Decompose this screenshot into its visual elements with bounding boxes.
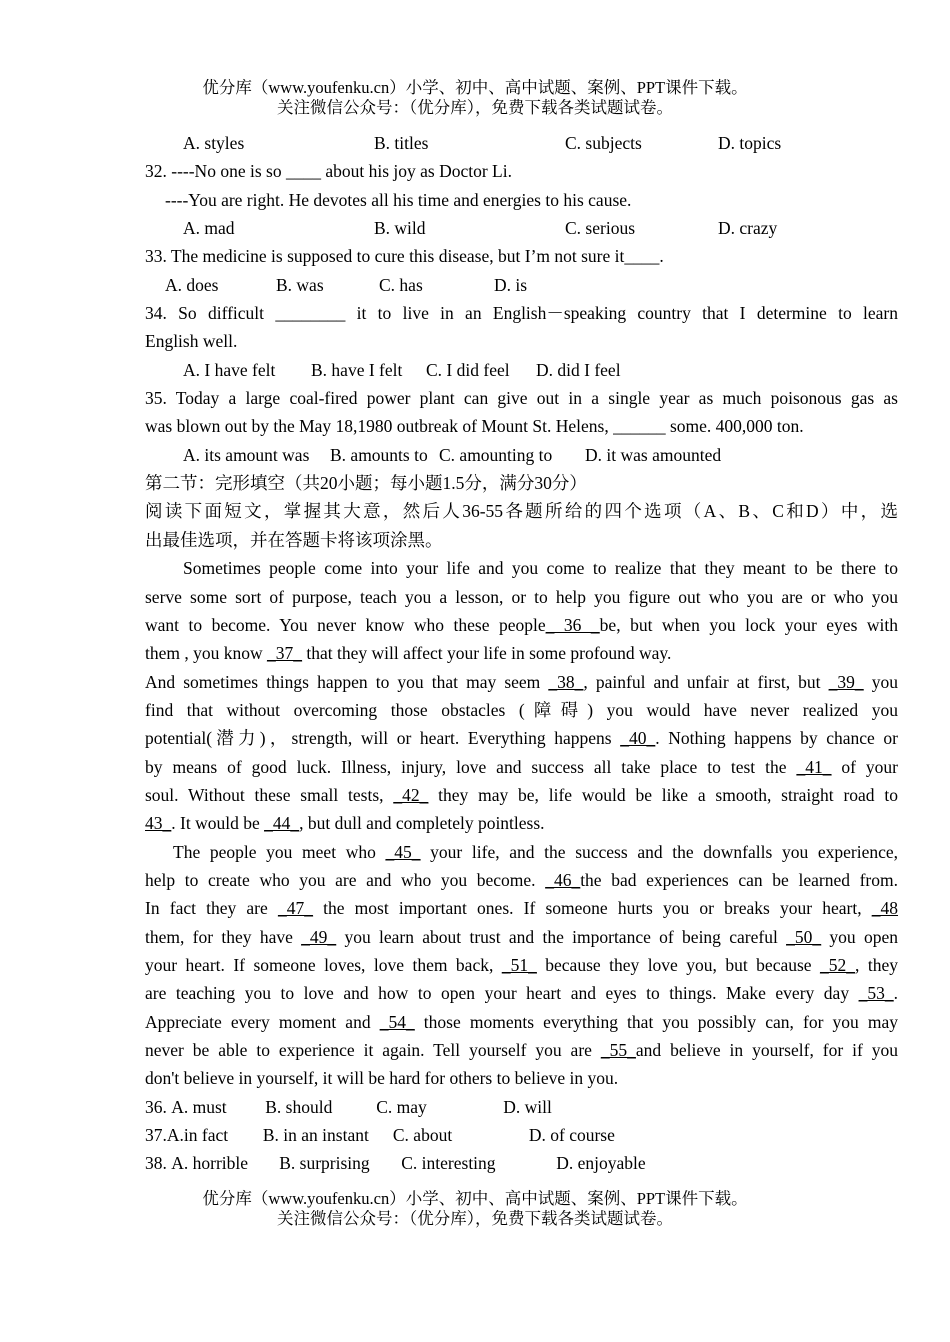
q35-stem-line-2: was blown out by the May 18,1980 outbreak of Mount St. Helens, ______ some. 400,000 ton.: [145, 416, 804, 437]
q32-option-c: C. serious: [565, 218, 635, 239]
blank-43: 43_: [145, 813, 172, 834]
q37-option-b: B. in an instant: [262, 1125, 369, 1146]
p3-line-9: don't believe in yourself, it will be hard for others to believe in you.: [145, 1068, 619, 1089]
q34-options: [145, 356, 898, 384]
p3-line-7-text-a: Appreciate every moment and: [145, 1011, 380, 1032]
q37-option-c: C. about: [392, 1125, 453, 1146]
blank-47: _47_: [277, 898, 313, 919]
q31-options: [145, 129, 898, 157]
p2-line-5-text-b: they may be, life would be like a smooth, straight road to: [428, 784, 898, 805]
p2-line-1-text-c: you: [863, 671, 898, 692]
p2-line-6-text-a: . It would be: [171, 813, 265, 834]
header-line-1: 优分库（www.youfenku.cn）小学、初中、高中试题、案例、PPT课件下载。: [202, 78, 748, 97]
p1-line-1: Sometimes people come into your life and you come to realize that they meant to be there to: [183, 558, 898, 579]
p3-line-8-text-a: never be able to experience it again. Tell yourself you are: [145, 1040, 601, 1060]
q34-option-d: D. did I feel: [536, 359, 621, 380]
q38-option-b: B. surprising: [279, 1153, 370, 1174]
p3-line-7: [145, 1008, 898, 1036]
q32-options: [145, 214, 898, 242]
q36-number: 36.: [145, 1096, 167, 1117]
p1-line-3: [145, 611, 898, 639]
q38-row: [145, 1149, 898, 1177]
blank-52: _52_: [820, 954, 856, 975]
p3-line-7-text-b: those moments everything that you possibly can, for you may: [414, 1011, 898, 1032]
q32-option-a: A. mad: [183, 218, 235, 239]
p2-line-6: [145, 809, 898, 837]
footer-line-1: 优分库（www.youfenku.cn）小学、初中、高中试题、案例、PPT课件下载。: [202, 1189, 748, 1208]
blank-36: _ 36 _: [545, 614, 600, 635]
blank-38: _38_: [548, 671, 584, 692]
blank-55: _55_: [600, 1040, 636, 1060]
q32-option-b: B. wild: [374, 218, 426, 239]
q36-option-d: D. will: [503, 1096, 552, 1117]
p3-line-3: [145, 894, 898, 922]
q35-option-a: A. its amount was: [183, 444, 310, 465]
p3-line-5-text-c: , they: [855, 954, 898, 975]
blank-42: _42_: [393, 784, 429, 805]
p2-line-4-text-a: by means of good luck. Illness, injury, love and success all take place to test the: [145, 756, 797, 777]
q36-option-a: A. must: [171, 1096, 227, 1117]
q38-option-c: C. interesting: [401, 1153, 496, 1174]
q37-option-d: D. of course: [528, 1125, 615, 1146]
p3-line-4-text-c: you open: [821, 926, 898, 947]
p3-line-3-text-b: the most important ones. If someone hurts you or breaks your heart,: [312, 898, 872, 919]
p3-line-5: [145, 951, 898, 979]
footer-line-2: 关注微信公众号：（优分库），免费下载各类试题试卷。: [277, 1209, 673, 1228]
blank-53: _53_: [858, 983, 894, 1004]
q32-reply: ----You are right. He devotes all his time and energies to his cause.: [165, 189, 632, 210]
q38-option-a: A. horrible: [171, 1153, 249, 1174]
q37-number: 37.: [145, 1125, 167, 1146]
p2-line-2: find that without overcoming those obstacles (障碍) you would have never realized you: [145, 699, 898, 720]
p3-line-6: [145, 979, 898, 1007]
p1-line-3-text-a: want to become. You never know who these people: [145, 614, 546, 635]
p3-line-8-text-b: and believe in yourself, for if you: [635, 1040, 898, 1060]
p3-line-1: [145, 838, 898, 866]
q37-row: [145, 1121, 898, 1149]
p2-line-4: [145, 753, 898, 781]
q35-options: [145, 441, 898, 469]
q34-option-c: C. I did feel: [426, 359, 510, 380]
q33-option-d: D. is: [494, 274, 528, 295]
q31-option-a: A. styles: [183, 133, 245, 153]
p1-line-4-text-a: them , you know: [145, 643, 268, 664]
q33-option-a: A. does: [165, 274, 219, 295]
p2-line-6-text-b: , but dull and completely pointless.: [299, 813, 545, 834]
q36-option-b: B. should: [265, 1096, 333, 1117]
p2-line-1-text-a: And sometimes things happen to you that may seem: [145, 671, 549, 692]
q35-stem-line-1: 35. Today a large coal-fired power plant can give out in a single year as much poisonous gas as: [145, 388, 898, 409]
p3-line-3-text-a: In fact they are: [145, 898, 278, 919]
p1-line-3-text-b: be, but when you lock your eyes with: [599, 614, 899, 635]
p2-line-5: [145, 781, 898, 809]
q33-option-b: B. was: [276, 274, 324, 295]
exam-content: [145, 129, 898, 1178]
q35-option-b: B. amounts to: [330, 444, 428, 465]
q34-option-a: A. I have felt: [183, 359, 276, 380]
p3-line-2-text-b: the bad experiences can be learned from.: [580, 869, 898, 890]
p1-line-4: [145, 639, 898, 667]
p3-line-8: [145, 1036, 898, 1064]
p3-line-5-text-b: because they love you, but because: [536, 954, 821, 975]
p1-line-4-text-b: that they will affect your life in some profound way.: [302, 643, 672, 664]
p3-line-2: [145, 866, 898, 894]
q33-option-c: C. has: [379, 274, 423, 295]
blank-44: _44_: [264, 813, 300, 834]
p2-line-1: [145, 668, 898, 696]
blank-37: _37_: [267, 643, 303, 664]
q34-stem-line-1: 34. So difficult ________ it to live in an English－speaking country that I determine to learn: [145, 303, 898, 324]
blank-49: _49_: [301, 926, 337, 947]
p2-line-5-text-a: soul. Without these small tests,: [145, 784, 394, 805]
q31-option-b: B. titles: [374, 133, 429, 153]
p2-line-1-text-b: , painful and unfair at first, but: [583, 671, 829, 692]
q33-options: [145, 271, 898, 299]
blank-48: _48: [871, 898, 899, 919]
blank-40: _40_: [620, 728, 656, 749]
q36-row: [145, 1093, 898, 1121]
q32-option-d: D. crazy: [718, 218, 778, 239]
blank-50: _50_: [786, 926, 822, 947]
q33-stem: 33. The medicine is supposed to cure this disease, but I’m not sure it____.: [145, 246, 664, 267]
q34-stem-line-2: English well.: [145, 331, 238, 352]
p3-line-1-text-a: The people you meet who: [173, 841, 386, 862]
blank-39: _39_: [828, 671, 864, 692]
blank-41: _41_: [796, 756, 832, 777]
p2-line-4-text-b: of your: [831, 756, 899, 777]
p2-line-3-text-a: potential(潜力)，strength, will or heart. Everything happens: [145, 728, 621, 749]
q37-option-a: A.in fact: [166, 1125, 229, 1146]
p3-line-5-text-a: your heart. If someone loves, love them back,: [145, 954, 502, 975]
q32-stem: 32. ----No one is so ____ about his joy as Doctor Li.: [145, 161, 512, 182]
q35-option-c: C. amounting to: [439, 444, 553, 465]
section2-title: 第二节：完形填空（共20小题；每小题1.5分，满分30分）: [145, 473, 587, 494]
page-header: [0, 78, 950, 118]
q35-option-d: D. it was amounted: [585, 444, 722, 465]
q38-option-d: D. enjoyable: [556, 1153, 646, 1174]
q31-option-d: D. topics: [718, 133, 782, 153]
p1-line-2: serve some sort of purpose, teach you a lesson, or to help you figure out who you are or who you: [145, 586, 898, 607]
header-line-2: 关注微信公众号：（优分库），免费下载各类试题试卷。: [277, 98, 673, 117]
q34-option-b: B. have I felt: [311, 359, 403, 380]
q36-option-c: C. may: [376, 1096, 427, 1117]
p3-line-6-text-a: are teaching you to love and how to open your heart and eyes to things. Make every day: [145, 983, 859, 1004]
blank-54: _54_: [379, 1011, 415, 1032]
q31-option-c: C. subjects: [565, 133, 642, 153]
q38-number: 38.: [145, 1153, 167, 1174]
blank-45: _45_: [385, 841, 421, 862]
section2-instruction-line-1: 阅读下面短文，掌握其大意，然后人36-55各题所给的四个选项（A、B、C和D）中，选: [145, 501, 898, 522]
p3-line-4-text-a: them, for they have: [145, 926, 302, 947]
p3-line-4: [145, 923, 898, 951]
p2-line-3: [145, 724, 898, 752]
page-footer: [0, 1189, 950, 1229]
blank-46: _46_: [545, 869, 581, 890]
p3-line-6-text-b: .: [893, 983, 898, 1004]
p3-line-1-text-b: your life, and the success and the downfalls you experience,: [420, 841, 898, 862]
p3-line-4-text-b: you learn about trust and the importance of being careful: [336, 926, 787, 947]
p2-line-3-text-b: . Nothing happens by chance or: [655, 728, 898, 749]
blank-51: _51_: [501, 954, 537, 975]
p3-line-2-text-a: help to create who you are and who you become.: [145, 869, 546, 890]
section2-instruction-line-2: 出最佳选项，并在答题卡将该项涂黑。: [145, 529, 443, 550]
